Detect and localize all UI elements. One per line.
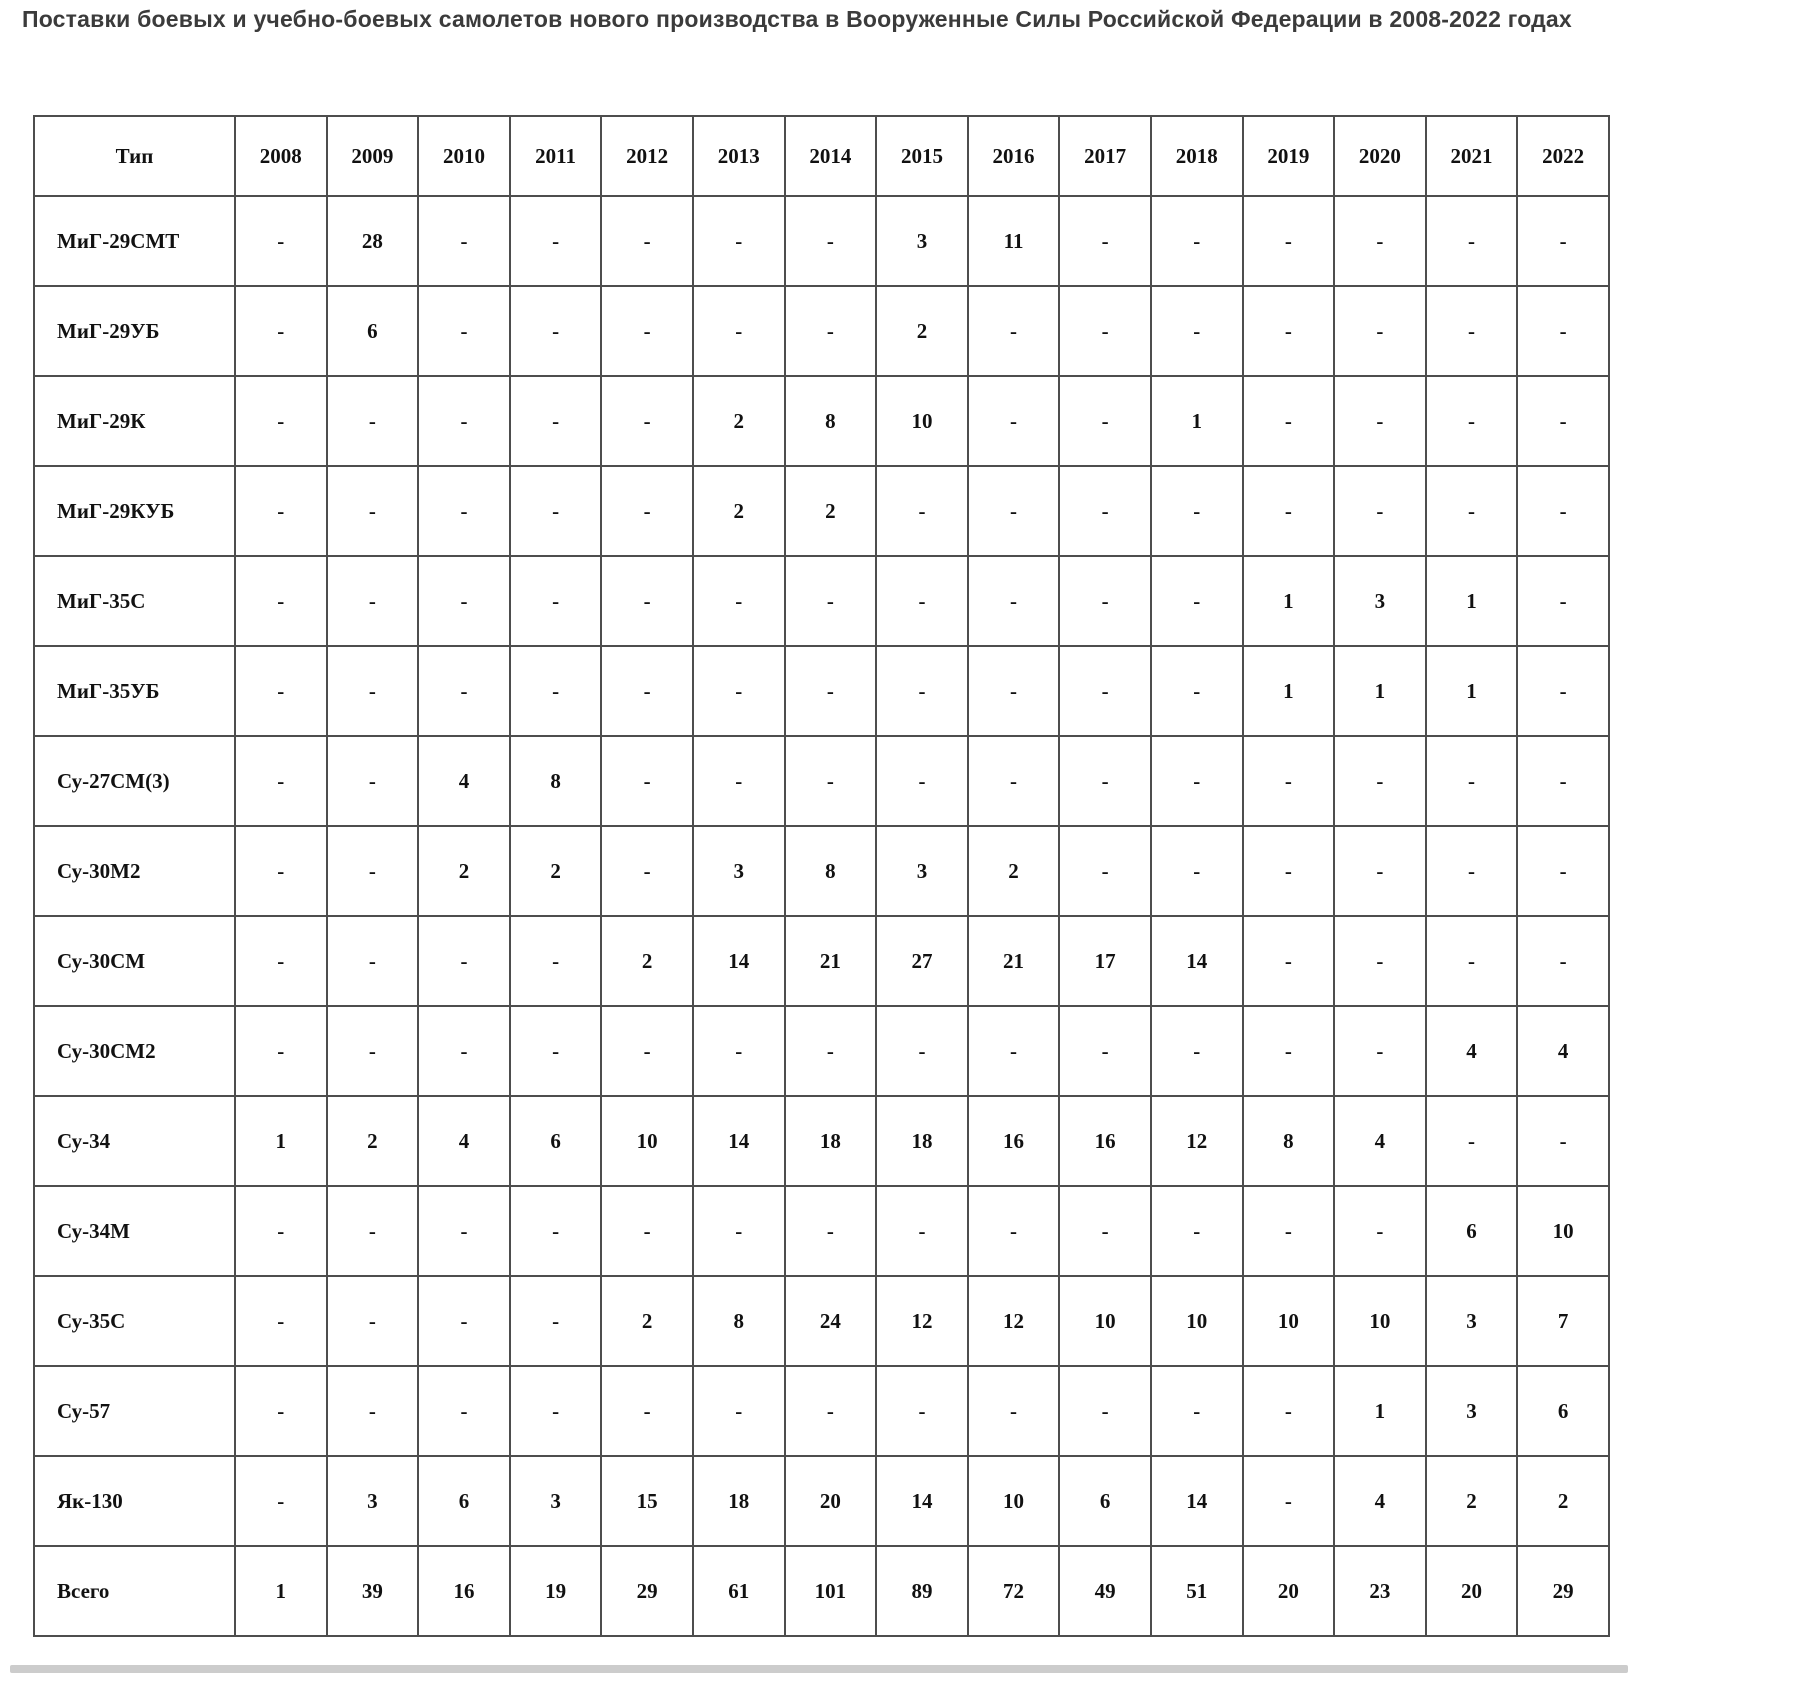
table-cell: - xyxy=(327,376,419,466)
table-cell: - xyxy=(235,826,327,916)
table-cell: - xyxy=(510,196,602,286)
table-cell: 18 xyxy=(693,1456,785,1546)
table-cell: - xyxy=(968,376,1060,466)
table-cell: - xyxy=(1059,1006,1151,1096)
table-cell: - xyxy=(1334,1006,1426,1096)
table-cell: - xyxy=(1426,916,1518,1006)
column-header-year: 2013 xyxy=(693,116,785,196)
table-row xyxy=(34,1366,1609,1456)
table-cell: 7 xyxy=(1517,1276,1609,1366)
table-cell: - xyxy=(1243,736,1335,826)
table-cell: 12 xyxy=(876,1276,968,1366)
table-cell: - xyxy=(968,466,1060,556)
table-cell: 2 xyxy=(1517,1456,1609,1546)
table-cell: 2 xyxy=(1426,1456,1518,1546)
table-cell: 1 xyxy=(1151,376,1243,466)
table-cell: 1 xyxy=(1334,646,1426,736)
table-row xyxy=(34,1096,1609,1186)
table-cell: - xyxy=(235,1186,327,1276)
table-cell: 14 xyxy=(876,1456,968,1546)
column-header-year: 2012 xyxy=(601,116,693,196)
table-cell: - xyxy=(510,916,602,1006)
table-cell: 21 xyxy=(785,916,877,1006)
table-cell: - xyxy=(1426,286,1518,376)
table-cell: 14 xyxy=(693,1096,785,1186)
table-cell: - xyxy=(1334,376,1426,466)
table-cell: - xyxy=(510,1006,602,1096)
table-cell: - xyxy=(510,646,602,736)
column-header-year: 2018 xyxy=(1151,116,1243,196)
column-header-year: 2020 xyxy=(1334,116,1426,196)
table-cell: 17 xyxy=(1059,916,1151,1006)
table-cell: - xyxy=(1517,376,1609,466)
table-cell: - xyxy=(601,196,693,286)
table-cell: - xyxy=(693,196,785,286)
table-cell: 20 xyxy=(1243,1546,1335,1636)
table-cell: 19 xyxy=(510,1546,602,1636)
table-cell: - xyxy=(1059,736,1151,826)
table-cell: - xyxy=(1059,466,1151,556)
table-cell: - xyxy=(1243,916,1335,1006)
table-cell: - xyxy=(235,1456,327,1546)
row-label: Су-30СМ xyxy=(34,916,235,1006)
table-cell: 24 xyxy=(785,1276,877,1366)
column-header-year: 2015 xyxy=(876,116,968,196)
table-cell: 20 xyxy=(1426,1546,1518,1636)
table-cell: - xyxy=(693,556,785,646)
row-label: Су-57 xyxy=(34,1366,235,1456)
table-cell: - xyxy=(1243,826,1335,916)
table-row xyxy=(34,736,1609,826)
table-cell: - xyxy=(1426,466,1518,556)
table-cell: - xyxy=(418,466,510,556)
table-cell: 1 xyxy=(235,1546,327,1636)
table-cell: 51 xyxy=(1151,1546,1243,1636)
column-header-year: 2022 xyxy=(1517,116,1609,196)
table-cell: 2 xyxy=(601,916,693,1006)
table-cell: - xyxy=(1426,1096,1518,1186)
table-cell: 10 xyxy=(1243,1276,1335,1366)
column-header-year: 2009 xyxy=(327,116,419,196)
horizontal-scrollbar[interactable] xyxy=(10,1665,1628,1673)
table-cell: 4 xyxy=(1517,1006,1609,1096)
table-cell: - xyxy=(510,466,602,556)
table-cell: 6 xyxy=(1426,1186,1518,1276)
table-row xyxy=(34,556,1609,646)
table-cell: - xyxy=(601,376,693,466)
table-cell: - xyxy=(601,286,693,376)
table-cell: - xyxy=(1151,196,1243,286)
column-header-year: 2014 xyxy=(785,116,877,196)
table-cell: - xyxy=(785,196,877,286)
table-cell: 4 xyxy=(1334,1456,1426,1546)
table-cell: - xyxy=(1334,1186,1426,1276)
table-cell: - xyxy=(968,286,1060,376)
table-cell: 89 xyxy=(876,1546,968,1636)
table-cell: - xyxy=(785,736,877,826)
table-cell: - xyxy=(1151,556,1243,646)
table-cell: - xyxy=(235,1006,327,1096)
table-cell: 29 xyxy=(1517,1546,1609,1636)
table-cell: - xyxy=(968,1366,1060,1456)
table-cell: 3 xyxy=(876,196,968,286)
table-cell: - xyxy=(693,646,785,736)
page-title: Поставки боевых и учебно-боевых самолетов нового производства в Вооруженные Силы Российской Федерации в 2008-2022 годах xyxy=(22,6,1572,32)
table-cell: 2 xyxy=(876,286,968,376)
table-row xyxy=(34,286,1609,376)
table-cell: 12 xyxy=(1151,1096,1243,1186)
table-cell: 20 xyxy=(785,1456,877,1546)
table-cell: - xyxy=(418,556,510,646)
table-cell: - xyxy=(1426,736,1518,826)
table-cell: - xyxy=(1334,286,1426,376)
table-cell: 8 xyxy=(510,736,602,826)
table-cell: - xyxy=(1151,736,1243,826)
table-cell: 2 xyxy=(418,826,510,916)
table-cell: - xyxy=(235,286,327,376)
table-cell: - xyxy=(1243,286,1335,376)
table-cell: 6 xyxy=(1517,1366,1609,1456)
table-cell: - xyxy=(1426,376,1518,466)
table-cell: - xyxy=(1517,556,1609,646)
table-cell: - xyxy=(418,916,510,1006)
table-cell: - xyxy=(418,1006,510,1096)
table-cell: 1 xyxy=(1426,556,1518,646)
table-cell: - xyxy=(327,1006,419,1096)
table-cell: - xyxy=(235,916,327,1006)
table-cell: 2 xyxy=(601,1276,693,1366)
table-cell: - xyxy=(327,646,419,736)
table-cell: - xyxy=(327,466,419,556)
table-cell: - xyxy=(1426,826,1518,916)
table-cell: - xyxy=(1243,1366,1335,1456)
table-cell: 8 xyxy=(785,376,877,466)
table-cell: - xyxy=(1243,1186,1335,1276)
table-cell: 11 xyxy=(968,196,1060,286)
table-cell: 3 xyxy=(1426,1366,1518,1456)
table-row xyxy=(34,1186,1609,1276)
table-row xyxy=(34,916,1609,1006)
row-label: Су-30М2 xyxy=(34,826,235,916)
table-cell: 72 xyxy=(968,1546,1060,1636)
table-cell: - xyxy=(1059,1186,1151,1276)
row-label: МиГ-35С xyxy=(34,556,235,646)
column-header-type: Тип xyxy=(34,116,235,196)
table-cell: - xyxy=(968,1006,1060,1096)
table-cell: - xyxy=(418,286,510,376)
table-cell: 8 xyxy=(785,826,877,916)
table-cell: - xyxy=(876,736,968,826)
table-cell: - xyxy=(418,196,510,286)
table-cell: 1 xyxy=(1243,646,1335,736)
table-header xyxy=(34,116,1609,196)
table-body xyxy=(34,196,1609,1636)
table-cell: 16 xyxy=(418,1546,510,1636)
table-cell: - xyxy=(235,1276,327,1366)
aircraft-deliveries-table xyxy=(33,115,1610,1637)
table-cell: - xyxy=(968,736,1060,826)
table-cell: - xyxy=(601,1186,693,1276)
table-cell: - xyxy=(1517,736,1609,826)
table-cell: - xyxy=(510,1366,602,1456)
table-cell: - xyxy=(1334,466,1426,556)
table-cell: - xyxy=(785,646,877,736)
table-cell: 61 xyxy=(693,1546,785,1636)
row-label: МиГ-29СМТ xyxy=(34,196,235,286)
table-cell: 18 xyxy=(785,1096,877,1186)
table-cell: - xyxy=(235,1366,327,1456)
table-cell: - xyxy=(968,646,1060,736)
table-cell: - xyxy=(1334,196,1426,286)
table-row xyxy=(34,826,1609,916)
table-cell: - xyxy=(1334,916,1426,1006)
table-cell: - xyxy=(876,646,968,736)
table-cell: - xyxy=(1426,196,1518,286)
table-cell: 23 xyxy=(1334,1546,1426,1636)
row-label: Су-34М xyxy=(34,1186,235,1276)
table-cell: 12 xyxy=(968,1276,1060,1366)
table-cell: 3 xyxy=(327,1456,419,1546)
table-cell: - xyxy=(327,736,419,826)
table-cell: 101 xyxy=(785,1546,877,1636)
column-header-year: 2021 xyxy=(1426,116,1518,196)
column-header-year: 2010 xyxy=(418,116,510,196)
table-cell: - xyxy=(1243,1456,1335,1546)
table-cell: - xyxy=(785,286,877,376)
table-cell: - xyxy=(418,1186,510,1276)
table-cell: 49 xyxy=(1059,1546,1151,1636)
table-cell: 6 xyxy=(327,286,419,376)
table-cell: - xyxy=(601,1006,693,1096)
table-row xyxy=(34,646,1609,736)
row-label: Як-130 xyxy=(34,1456,235,1546)
table-cell: 39 xyxy=(327,1546,419,1636)
table-cell: - xyxy=(1151,286,1243,376)
table-cell: - xyxy=(876,1006,968,1096)
table-cell: 8 xyxy=(1243,1096,1335,1186)
table-row xyxy=(34,1546,1609,1636)
table-cell: - xyxy=(418,376,510,466)
table-cell: - xyxy=(1151,646,1243,736)
table-cell: - xyxy=(1517,826,1609,916)
table-cell: 4 xyxy=(1334,1096,1426,1186)
table-cell: - xyxy=(1059,646,1151,736)
table-cell: - xyxy=(1059,556,1151,646)
table-row xyxy=(34,1456,1609,1546)
table-cell: 4 xyxy=(418,1096,510,1186)
table-cell: - xyxy=(876,1366,968,1456)
table-cell: - xyxy=(235,646,327,736)
table-cell: 15 xyxy=(601,1456,693,1546)
table-cell: - xyxy=(693,1366,785,1456)
column-header-year: 2019 xyxy=(1243,116,1335,196)
column-header-year: 2016 xyxy=(968,116,1060,196)
table-cell: - xyxy=(1334,736,1426,826)
table-cell: - xyxy=(1517,286,1609,376)
table-cell: - xyxy=(693,286,785,376)
table-cell: 1 xyxy=(1426,646,1518,736)
table-cell: - xyxy=(327,556,419,646)
table-cell: - xyxy=(601,736,693,826)
table-cell: 3 xyxy=(1426,1276,1518,1366)
table-cell: 1 xyxy=(1243,556,1335,646)
table-cell: 2 xyxy=(327,1096,419,1186)
table-cell: 28 xyxy=(327,196,419,286)
table-cell: - xyxy=(1517,1096,1609,1186)
table-cell: - xyxy=(876,1186,968,1276)
table-cell: - xyxy=(1151,1366,1243,1456)
table-row xyxy=(34,376,1609,466)
table-cell: 10 xyxy=(876,376,968,466)
table-cell: - xyxy=(235,736,327,826)
table-cell: 14 xyxy=(1151,916,1243,1006)
table-cell: 10 xyxy=(1334,1276,1426,1366)
row-label: МиГ-35УБ xyxy=(34,646,235,736)
table-cell: - xyxy=(327,916,419,1006)
table-cell: 3 xyxy=(693,826,785,916)
table-cell: 2 xyxy=(785,466,877,556)
table-cell: 16 xyxy=(1059,1096,1151,1186)
table-cell: - xyxy=(1059,376,1151,466)
table-cell: 6 xyxy=(418,1456,510,1546)
table-row xyxy=(34,1006,1609,1096)
table-cell: 10 xyxy=(601,1096,693,1186)
table-cell: 4 xyxy=(1426,1006,1518,1096)
table-cell: - xyxy=(1151,1006,1243,1096)
row-label: Су-30СМ2 xyxy=(34,1006,235,1096)
table-cell: - xyxy=(785,1186,877,1276)
table-header-row xyxy=(34,116,1609,196)
row-label: МиГ-29К xyxy=(34,376,235,466)
row-label: Су-35С xyxy=(34,1276,235,1366)
table-cell: - xyxy=(418,1366,510,1456)
table-cell: 10 xyxy=(968,1456,1060,1546)
table-cell: 1 xyxy=(235,1096,327,1186)
table-cell: - xyxy=(601,1366,693,1456)
table-cell: - xyxy=(785,1366,877,1456)
row-label: Су-27СМ(3) xyxy=(34,736,235,826)
table-cell: - xyxy=(876,556,968,646)
table-cell: - xyxy=(510,1186,602,1276)
table-cell: - xyxy=(601,826,693,916)
table-cell: - xyxy=(1243,1006,1335,1096)
table-cell: - xyxy=(1059,196,1151,286)
table-row xyxy=(34,196,1609,286)
table-cell: - xyxy=(693,736,785,826)
table-cell: - xyxy=(1151,826,1243,916)
table-cell: - xyxy=(1059,286,1151,376)
table-cell: - xyxy=(601,466,693,556)
table-cell: - xyxy=(1151,466,1243,556)
table-row xyxy=(34,466,1609,556)
table-cell: - xyxy=(601,556,693,646)
table-cell: - xyxy=(1517,196,1609,286)
table-cell: - xyxy=(1059,1366,1151,1456)
table-cell: - xyxy=(785,1006,877,1096)
table-cell: 10 xyxy=(1517,1186,1609,1276)
table-cell: 14 xyxy=(693,916,785,1006)
table-cell: - xyxy=(1517,466,1609,556)
table-cell: - xyxy=(327,1186,419,1276)
table-cell: 3 xyxy=(510,1456,602,1546)
row-label: МиГ-29УБ xyxy=(34,286,235,376)
table-cell: - xyxy=(1517,646,1609,736)
table-cell: 29 xyxy=(601,1546,693,1636)
table-cell: - xyxy=(1243,376,1335,466)
table-cell: - xyxy=(418,1276,510,1366)
table-cell: - xyxy=(235,466,327,556)
table-cell: 2 xyxy=(693,376,785,466)
table-cell: - xyxy=(1243,466,1335,556)
table-cell: - xyxy=(235,196,327,286)
table-cell: - xyxy=(235,376,327,466)
table-cell: - xyxy=(510,376,602,466)
table-cell: 6 xyxy=(1059,1456,1151,1546)
table-cell: 1 xyxy=(1334,1366,1426,1456)
table-cell: - xyxy=(1517,916,1609,1006)
table-cell: 8 xyxy=(693,1276,785,1366)
table-cell: - xyxy=(235,556,327,646)
table-cell: - xyxy=(510,1276,602,1366)
table-cell: 2 xyxy=(510,826,602,916)
table-cell: - xyxy=(510,556,602,646)
table-cell: - xyxy=(327,1366,419,1456)
table-cell: - xyxy=(876,466,968,556)
table-cell: 4 xyxy=(418,736,510,826)
table-cell: 3 xyxy=(1334,556,1426,646)
table-cell: 14 xyxy=(1151,1456,1243,1546)
table-cell: 18 xyxy=(876,1096,968,1186)
column-header-year: 2008 xyxy=(235,116,327,196)
row-label: Су-34 xyxy=(34,1096,235,1186)
table-cell: 21 xyxy=(968,916,1060,1006)
table-cell: - xyxy=(327,1276,419,1366)
table-cell: - xyxy=(693,1006,785,1096)
table-cell: 27 xyxy=(876,916,968,1006)
table-cell: - xyxy=(968,556,1060,646)
table-cell: - xyxy=(785,556,877,646)
table-cell: - xyxy=(968,1186,1060,1276)
table-row xyxy=(34,1276,1609,1366)
table-cell: 2 xyxy=(693,466,785,556)
table-cell: 10 xyxy=(1151,1276,1243,1366)
table-cell: - xyxy=(510,286,602,376)
table-cell: 6 xyxy=(510,1096,602,1186)
column-header-year: 2017 xyxy=(1059,116,1151,196)
column-header-year: 2011 xyxy=(510,116,602,196)
row-label: МиГ-29КУБ xyxy=(34,466,235,556)
table-cell: - xyxy=(1243,196,1335,286)
table-cell: - xyxy=(1151,1186,1243,1276)
table-cell: - xyxy=(418,646,510,736)
table-cell: - xyxy=(327,826,419,916)
table-cell: - xyxy=(601,646,693,736)
row-label: Всего xyxy=(34,1546,235,1636)
table-cell: 3 xyxy=(876,826,968,916)
table-cell: 2 xyxy=(968,826,1060,916)
table-cell: - xyxy=(693,1186,785,1276)
table-cell: - xyxy=(1059,826,1151,916)
table-cell: 16 xyxy=(968,1096,1060,1186)
table-cell: 10 xyxy=(1059,1276,1151,1366)
table-cell: - xyxy=(1334,826,1426,916)
